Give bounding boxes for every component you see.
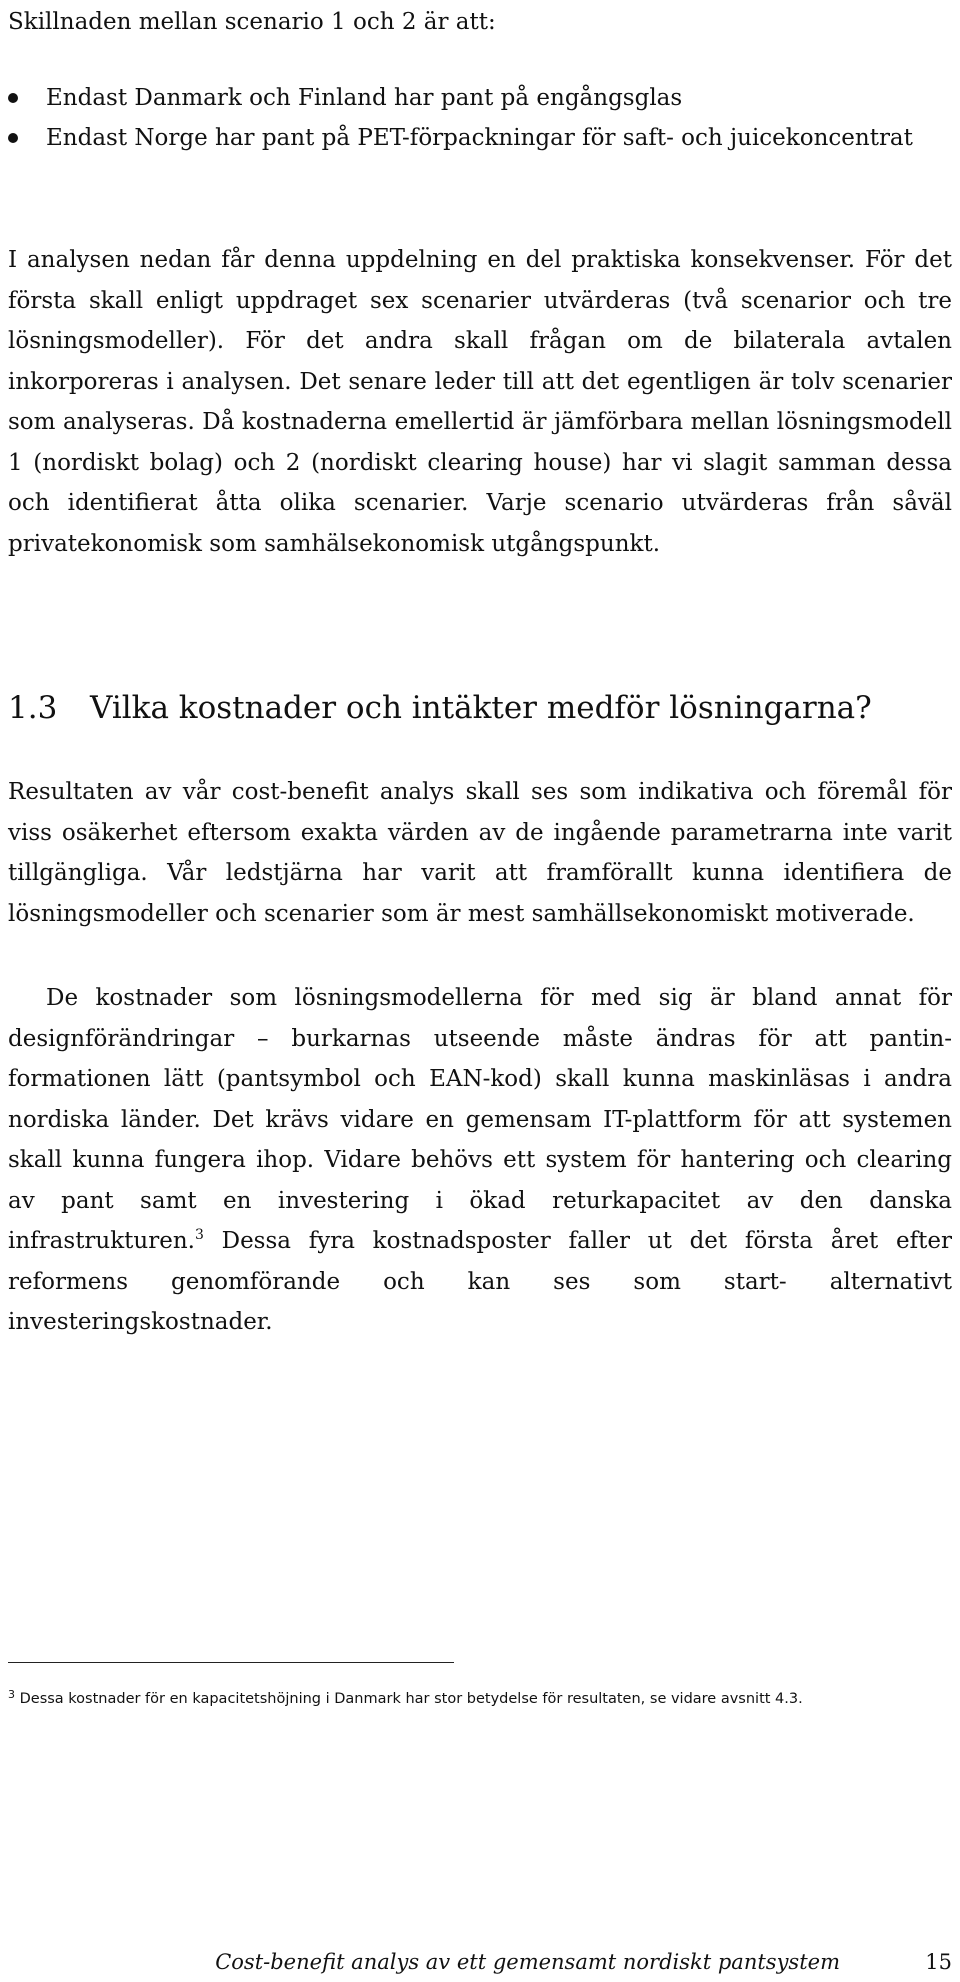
footnote-text: Dessa kostnader för en kapacitetshöjning i Danmark har stor betydelse för resultaten, se vidare avsnitt 4.3. [15, 1691, 803, 1707]
bullet-text: Endast Danmark och Finland har pant på engångsglas [46, 85, 683, 111]
paragraph-costs-text-continued: Dessa fyra kostnadsposter faller ut det första året efter reformens genomförande och kan ses som start- alternativt investeringskostnader. [8, 1228, 952, 1335]
footnote-divider [8, 1662, 454, 1663]
paragraph-costs [8, 978, 952, 1343]
intro-text: Skillnaden mellan scenario 1 och 2 är att: [8, 9, 496, 35]
section-heading [8, 686, 952, 730]
paragraph-costs-text: De kostnader som lösningsmodellerna för med sig är bland annat för designförändringar – burkarnas utseende måste ändras för att pantinformationen lätt (pantsymbol och EAN-kod) skall kunna maskinläsas i andra nordiska länder. Det krävs vidare en gemensam IT-plattform för att systemen skall kunna fungera ihop. Vidare behövs ett system för hantering och clearing av pant samt en investering i ökad returkapacitet av den danska infrastrukturen. [8, 985, 952, 1254]
bullet-text: Endast Norge har pant på PET-förpackningar för saft- och juicekoncentrat [46, 125, 913, 151]
section-title: Vilka kostnader och intäkter medför lösningarna? [90, 690, 872, 726]
bullet-item [8, 78, 952, 118]
paragraph-analysis: I analysen nedan får denna uppdelning en del praktiska konsekvenser. För det första skall enligt uppdraget sex scenarier utvärderas (två scenariοr och tre lösningsmodeller). För det andra skall frågan om de bilaterala avtalen inkorporeras i analysen. Det senare leder till att det egentligen är tolv scenarier som analyseras. Då kostnaderna emellertid är jämförbara mellan lösningsmodell 1 (nordiskt bolag) och 2 (nordiskt clearing house) har vi slagit samman dessa och identifierat åtta olika scenarier. Varje scenario utvärderas från såväl privatekonomisk som samhälsekonomisk utgångspunkt. [8, 247, 952, 557]
footnote-reference[interactable]: 3 [194, 1227, 204, 1243]
running-footer-title: Cost-benefit analys av ett gemensamt nordiskt pantsystem [215, 1950, 840, 1974]
bullet-item [8, 118, 952, 158]
bullet-list [8, 78, 952, 158]
paragraph-results: Resultaten av vår cost-benefit analys skall ses som indikativa och föremål för viss osäkerhet eftersom exakta värden av de ingående parametrarna inte varit tillgängliga. Vår ledstjärna har varit att framförallt kunna identifiera de lösningsmodeller och scenarier som är mest samhällsekonomiskt motiverade. [8, 779, 952, 927]
section-number: 1.3 [8, 690, 58, 726]
bullet-icon [8, 133, 18, 143]
page-number: 15 [925, 1950, 952, 1974]
bullet-icon [8, 93, 18, 103]
footnote [8, 1687, 952, 1711]
footnote-marker: 3 [8, 1688, 15, 1701]
